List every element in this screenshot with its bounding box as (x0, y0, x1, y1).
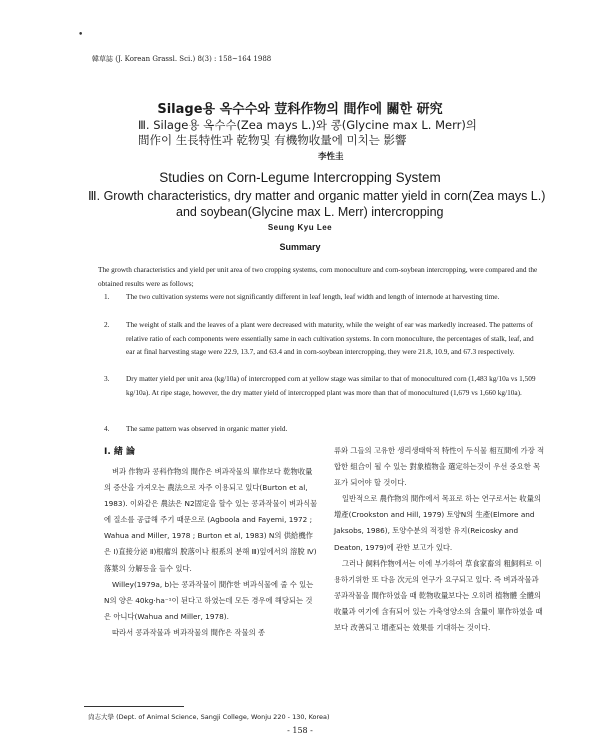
margin-mark: • (78, 30, 84, 40)
summary-item-number: 2. (104, 320, 110, 329)
body-paragraph: 따라서 콩과작물과 벼과작물의 間作은 작물의 종 (112, 627, 266, 637)
summary-item (104, 422, 536, 436)
body-paragraph: 일반적으로 農作物의 間作에서 목표로 하는 연구로서는 收量의 增產(Crookston and Hill, 1979) 토양N의 生產(Elmore and Jaksobs, 1986), 토양수분의 적정한 유지(Reicosky and Deaton, 1979)에 관한 보고가 있다. (334, 494, 541, 552)
summary-heading: Summary (279, 242, 321, 252)
page-number: - 158 - (287, 726, 313, 735)
summary-item-text: The two cultivation systems were not significantly different in leaf length, leaf width and length of internode at harvesting time. (126, 292, 500, 301)
korean-subtitle-line-1: Ⅲ. Silage용 옥수수(Zea mays L.)와 콩(Glycine max L. Merr)의 (138, 118, 477, 132)
affiliation-footnote: 尙志大學 (Dept. of Animal Science, Sangji College, Wonju 220 - 130, Korea) (88, 713, 330, 721)
summary-item (104, 318, 536, 359)
summary-item (104, 372, 536, 399)
summary-item-text: The same pattern was observed in organic matter yield. (126, 424, 288, 433)
english-subtitle-line-2: and soybean(Glycine max L. Merr) intercropping (176, 205, 444, 219)
english-subtitle-line-1: Ⅲ. Growth characteristics, dry matter and organic matter yield in corn(Zea mays L.) (88, 189, 546, 203)
summary-intro: The growth characteristics and yield per unit area of two cropping systems, corn monoculture and corn-soybean intercropping, were compared and the obtained results were as follows; (98, 265, 538, 288)
summary-item-number: 3. (104, 374, 110, 383)
summary-item-text: Dry matter yield per unit area (kg/10a) of intercropped corn at yellow stage was similar to that of monocultured corn (1,483 kg/10a vs 1,509 kg/10a). At ripe stage, however, the dry matter yield of intercropped plant was more than that of monocultured (1,679 vs 1,660 kg/10a). (126, 374, 536, 397)
korean-subtitle-line-2: 間作이 生長特性과 乾物및 有機物收量에 미치는 影響 (138, 133, 407, 147)
journal-header: 韓草誌 (J. Korean Grassl. Sci.) 8(3) : 158~164 1988 (92, 55, 272, 63)
section-heading: Ⅰ. 緖 論 (104, 447, 136, 457)
korean-title: Silage용 옥수수와 荳科作物의 間作에 關한 研究 (157, 102, 443, 117)
footnote-rule (84, 706, 184, 707)
body-column-right (334, 443, 546, 636)
summary-item-number: 4. (104, 424, 110, 433)
summary-item-number: 1. (104, 292, 110, 301)
body-paragraph: 그러나 飼料作物에서는 이에 부가하여 草食家畜의 粗飼料로 이용하기위한 또 다음 次元의 연구가 요구되고 있다. 즉 벼과작물과 콩과작물을 間作하였을 때 乾物收量보다는 오히려 植物體 全體의 收量과 여기에 含有되어 있는 가축영양소의 含量이 單作하였을 때 보다 改善되고 增產되는 效果를 기대하는 것이다. (334, 558, 543, 633)
body-paragraph: Willey(1979a, b)는 콩과작물이 間作한 벼과식물에 줄 수 있는 N의 양은 40kg·ha⁻¹이 된다고 하였는데 모든 경우에 해당되는 것은 아니다(Wahua and Miller, 1978). (104, 579, 314, 621)
body-column-left (104, 464, 319, 641)
body-paragraph: 류와 그들의 고유한 생리생태학적 特性이 두식물 相互間에 가장 적합한 組合이 될 수 있는 對象植物을 選定하는것이 우선 중요한 목표가 되어야 할 것이다. (334, 446, 545, 488)
summary-item-text: The weight of stalk and the leaves of a plant were decreased with maturity, while the weight of ear was markedly increased. The patterns of relative ratio of each components were essentially same in each cultivation systems. In corn monoculture, the percentages of stalk, leaf, and ear at final harvesting stage were 22.9, 13.7, and 63.4 and in corn-soybean intercropping, they were 21.8, 10.9, and 67.3 respectively. (126, 320, 534, 356)
korean-author: 李性圭 (318, 152, 344, 162)
english-title: Studies on Corn-Legume Intercropping System (159, 170, 441, 185)
summary-item (104, 290, 536, 304)
body-paragraph: 벼과 作物과 콩科作物의 間作은 벼과작물의 單作보다 乾物收量의 증산을 가져오는 農法으로 자주 이용되고 있다(Burton et al, 1983). 이와같은 農法은 N2固定을 할수 있는 콩과작물이 벼과식물에 질소를 공급해 주기 때문으로 (Agboola and Fayemi, 1972 ; Wahua and Miller, 1978 ; Burton et al, 1983) N의 供給機作은 Ⅰ)直接分泌 Ⅱ)根瘤의 脫落이나 根系의 분해 Ⅲ)잎에서의 溶脫 Ⅳ)落葉의 分解등을 들수 있다. (104, 467, 318, 573)
english-author: Seung Kyu Lee (267, 223, 333, 232)
